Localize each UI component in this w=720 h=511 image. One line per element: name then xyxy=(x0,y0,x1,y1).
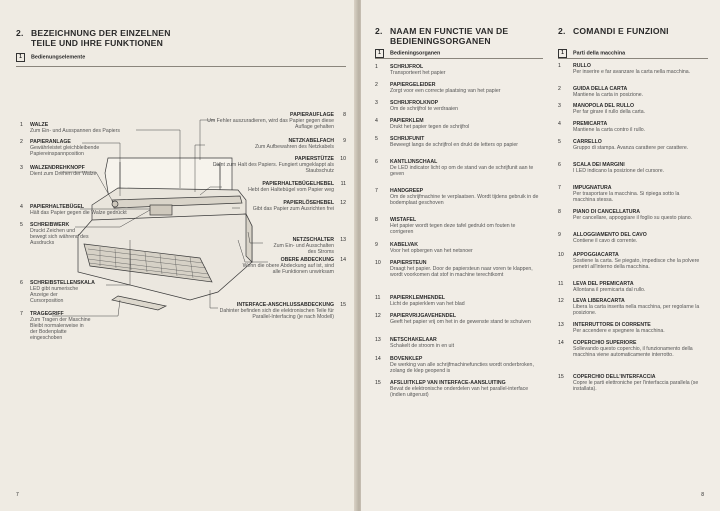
callout-title: PAPIERAUFLAGE xyxy=(290,112,334,118)
item-number: 2 xyxy=(558,86,561,92)
item-number: 7 xyxy=(558,185,561,191)
callout-description: Gewährleistet gleichbleibende Papiereinspannposition xyxy=(30,145,100,157)
item-number: 3 xyxy=(558,103,561,109)
callout-number: 14 xyxy=(340,257,346,263)
item-description: Libera la carta inserita nella macchina, per regolarne la posizione. xyxy=(573,304,700,316)
item-title: COPERCHIO SUPERIORE xyxy=(573,340,637,346)
item-number: 1 xyxy=(558,63,561,69)
item-title: SCHRIJFROLKNOP xyxy=(390,100,439,106)
item-title: PREMICARTA xyxy=(573,121,608,127)
dutch-section-heading xyxy=(375,26,545,48)
right-page-number: 8 xyxy=(701,492,704,498)
italian-subsection xyxy=(558,49,625,58)
item-title: SCHRIJFUNIT xyxy=(390,136,425,142)
item-number: 2 xyxy=(375,82,378,88)
callout-body xyxy=(30,122,140,134)
item-title: WISTAFEL xyxy=(390,217,417,223)
callout-title: OBERE ABDECKUNG xyxy=(280,257,334,263)
italian-section-title: COMANDI E FUNZIONI xyxy=(573,26,669,36)
callout-number: 4 xyxy=(20,204,23,210)
left-title-line2: TEILE UND IHRE FUNKTIONEN xyxy=(31,38,163,48)
item-number: 7 xyxy=(375,188,378,194)
callout-number: 1 xyxy=(20,122,23,128)
item-title: MANOPOLA DEL RULLO xyxy=(573,103,635,109)
callout-description: Hält das Papier gegen die Walze gedrückt xyxy=(30,210,127,216)
item-number: 11 xyxy=(558,281,564,287)
item-number: 9 xyxy=(375,242,378,248)
callout-body xyxy=(30,204,140,216)
item-description: I LED indicano la posizione del cursore. xyxy=(573,168,665,174)
item-description: Transporteert het papier xyxy=(390,70,446,76)
item-number: 14 xyxy=(558,340,564,346)
item-description: Bevat de elektronische onderdelen van het parallel-interface (indien uitgerust) xyxy=(390,386,529,398)
callout-title: WALZE xyxy=(30,122,49,128)
item-description: De LED indicator licht op om de stand van de schrijfunit aan te geven xyxy=(390,165,534,177)
callout-title: WALZENDREHKNOPF xyxy=(30,165,85,171)
item-description: Gruppo di stampa. Avanza carattere per carattere. xyxy=(573,145,689,151)
callout-number: 15 xyxy=(340,302,346,308)
callout-description: Zum Tragen der Maschine Bleibt normalerweise in der Bodenplatte eingeschoben xyxy=(30,317,91,341)
item-description: Per accendere e spegnere la macchina. xyxy=(573,328,665,334)
callout-body xyxy=(30,165,140,177)
callout-number: 8 xyxy=(343,112,346,118)
item-title: KANTLIJNSCHAAL xyxy=(390,159,438,165)
item-description: De werking van alle schrijfmachinefuncties wordt onderbroken, zolang de klep geopend is xyxy=(390,362,534,374)
list-item xyxy=(558,253,720,273)
item-number: 14 xyxy=(375,356,381,362)
list-item xyxy=(375,137,545,157)
item-number: 6 xyxy=(558,162,561,168)
list-item xyxy=(375,160,545,180)
item-title: SCHRIJFROL xyxy=(390,64,424,70)
dutch-section-number: 2. xyxy=(375,26,383,36)
callout-title: PAPIERHALTEBÜGEL xyxy=(30,204,84,210)
item-description: Draagt het papier. Door de papiersteun naar voren te klappen, wordt voorkomen dat stof in machine terechtkomt xyxy=(390,266,533,278)
item-number: 13 xyxy=(375,337,381,343)
callout-body xyxy=(204,138,334,150)
callout-description: Um Fehler auszuradieren, wird das Papier gegen diese Auflage gehalten xyxy=(207,118,334,130)
callout-number: 2 xyxy=(20,139,23,145)
italian-section-heading xyxy=(558,26,708,38)
item-number: 6 xyxy=(375,159,378,165)
callout-number: 6 xyxy=(20,280,23,286)
callout-title: PAPIERANLAGE xyxy=(30,139,71,145)
list-item xyxy=(558,233,720,253)
item-title: PAPIERKLEM xyxy=(390,118,424,124)
item-number: 5 xyxy=(375,136,378,142)
dutch-header-rule xyxy=(375,58,543,59)
list-item xyxy=(375,357,545,377)
callout-description: Zum Aufbewahren des Netzkabels xyxy=(254,144,334,150)
callout-title: PAPIERSTÜTZE xyxy=(294,156,334,162)
item-title: IMPUGNATURA xyxy=(573,185,612,191)
item-description: Beweegt langs de schrijfrol en drukt de letters op papier xyxy=(390,142,519,148)
italian-section-number: 2. xyxy=(558,26,566,36)
item-title: SCALA DEI MARGINI xyxy=(573,162,625,168)
callout-number: 12 xyxy=(340,200,346,206)
left-page-number: 7 xyxy=(16,492,19,498)
callout-title: TRAGEGRIFF xyxy=(30,311,64,317)
item-number: 15 xyxy=(558,374,564,380)
item-description: Per cancellare, appoggiare il foglio su questo piano. xyxy=(573,215,693,221)
item-title: PAPIERKLEMHENDEL xyxy=(390,295,445,301)
item-title: INTERRUTTORE DI CORRENTE xyxy=(573,322,651,328)
item-number: 11 xyxy=(375,295,381,301)
item-title: ALLOGGIAMENTO DEL CAVO xyxy=(573,232,647,238)
callout-body xyxy=(264,237,334,255)
callout-description: Dient zum Drehen der Walze xyxy=(30,171,97,177)
left-section-number: 2. xyxy=(16,28,24,38)
callout-description: Dient zum Halt des Papiers. Fungiert umgeklappt als Staubschutz xyxy=(212,162,334,174)
item-number: 12 xyxy=(558,298,564,304)
list-item xyxy=(375,314,545,334)
item-number: 10 xyxy=(558,252,564,258)
callout-number: 10 xyxy=(340,156,346,162)
list-item xyxy=(375,218,545,238)
item-title: PAPIERVRIJGAVEHENDEL xyxy=(390,313,457,319)
item-description: Schakelt de stroom in en uit xyxy=(390,343,455,349)
item-number: 4 xyxy=(375,118,378,124)
callout-description: Druckt Zeichen und bewegt sich während des Ausdrucks xyxy=(30,228,89,246)
item-title: BOVENKLEP xyxy=(390,356,423,362)
item-title: PAPIERGELEIDER xyxy=(390,82,436,88)
item-number: 3 xyxy=(375,100,378,106)
list-item xyxy=(558,375,720,395)
list-item xyxy=(558,341,720,361)
item-description: Drukt het papier tegen de schrijfrol xyxy=(390,124,470,130)
item-description: Per trasportare la macchina. Si ripiega sotto la macchina stessa. xyxy=(573,191,680,203)
callout-description: Zum Ein- und Ausspannen des Papiers xyxy=(30,128,120,134)
callout-description: Hebt den Haltebügel vom Papier weg xyxy=(248,187,334,193)
item-description: Licht de papierklem van het blad xyxy=(390,301,465,307)
callout-number: 5 xyxy=(20,222,23,228)
item-title: COPERCHIO DELL'INTERFACCIA xyxy=(573,374,656,380)
item-number: 15 xyxy=(375,380,381,386)
callout-description: Gibt das Papier zum Ausrichten frei xyxy=(252,206,334,212)
item-description: Allontana il premicarta dal rullo. xyxy=(573,287,646,293)
list-item xyxy=(558,64,720,84)
callout-number: 7 xyxy=(20,311,23,317)
dutch-subsection-number: 1 xyxy=(375,49,384,58)
list-item xyxy=(558,299,720,319)
callout-body xyxy=(204,302,334,320)
item-description: Mantiene la carta contro il rullo. xyxy=(573,127,646,133)
item-title: AFSLUITKLEP VAN INTERFACE-AANSLUITING xyxy=(390,380,506,386)
item-description: Sostiene la carta. Se piegato, impedisce che la polvere penetri all'interno della macchina. xyxy=(573,258,700,270)
callout-description: Zum Ein- und Ausschalten des Stroms xyxy=(273,243,334,255)
callout-body xyxy=(30,311,92,341)
item-description: Contiene il cavo di corrente. xyxy=(573,238,638,244)
callout-title: SCHREIBSTELLENSKALA xyxy=(30,280,95,286)
item-number: 10 xyxy=(375,260,381,266)
list-item xyxy=(558,163,720,183)
dutch-title-line2: BEDIENINGSORGANEN xyxy=(390,36,491,46)
callout-title: INTERFACE-ANSCHLUSSABDECKUNG xyxy=(236,302,334,308)
callout-title: PAPIERLÖSEHEBEL xyxy=(283,200,334,206)
item-number: 13 xyxy=(558,322,564,328)
callout-title: NETZSCHALTER xyxy=(292,237,334,243)
callout-body xyxy=(30,280,95,304)
callout-body xyxy=(204,156,334,174)
callout-number: 11 xyxy=(340,181,346,187)
item-description: Voor het opbergen van het netsnoer xyxy=(390,248,473,254)
callout-number: 9 xyxy=(343,138,346,144)
right-page xyxy=(361,0,720,511)
callout-body xyxy=(30,222,92,246)
item-description: Copre le parti elettroniche per l'interfaccia parallela (se installata). xyxy=(573,380,699,392)
item-title: LEVA DEL PREMICARTA xyxy=(573,281,634,287)
left-subsection-number: 1 xyxy=(16,53,25,62)
item-title: GUIDA DELLA CARTA xyxy=(573,86,628,92)
callout-title: SCHREIBWERK xyxy=(30,222,70,228)
item-number: 12 xyxy=(375,313,381,319)
callout-body xyxy=(30,139,140,157)
dutch-subsection xyxy=(375,49,440,58)
item-number: 9 xyxy=(558,232,561,238)
item-description: Zorgt voor een correcte plaatsing van het papier xyxy=(390,88,501,94)
callout-description: LED gibt numerische Anzeige der Cursorposition xyxy=(30,286,79,304)
item-title: PAPIERSTEUN xyxy=(390,260,427,266)
item-description: Per far girare il rullo della carta. xyxy=(573,109,646,115)
item-title: KABELVAK xyxy=(390,242,419,248)
list-item xyxy=(375,338,545,358)
dutch-subsection-label: Bedieningsorganen xyxy=(390,50,441,57)
typewriter-illustration xyxy=(0,0,358,511)
item-title: APPOGGIACARTA xyxy=(573,252,619,258)
callout-body xyxy=(204,200,334,212)
callout-number: 3 xyxy=(20,165,23,171)
left-title-line1: BEZEICHNUNG DER EINZELNEN xyxy=(31,28,171,38)
left-subsection-label: Bedienungselemente xyxy=(31,54,86,61)
callout-description: Wenn die obere Abdeckung auf ist, sind alle Funktionen unwirksam xyxy=(242,263,334,275)
item-description: Het papier wordt tegen deze tafel gedrukt om fouten te corrigeren xyxy=(390,223,516,235)
item-description: Om de schrijfrol te verdraaien xyxy=(390,106,459,112)
list-item xyxy=(558,210,720,230)
dutch-title-line1: NAAM EN FUNCTIE VAN DE xyxy=(390,26,509,36)
item-description: Om de schrijfmachine te verplaatsen. Wordt tijdens gebruik in de bodemplaat geschoven xyxy=(390,194,539,206)
item-title: CARRELLO xyxy=(573,139,602,145)
callout-description: Dahinter befinden sich die elektronischen Teile für Parallel-Interfacing (je nach Modell) xyxy=(219,308,334,320)
item-number: 8 xyxy=(558,209,561,215)
list-item xyxy=(375,381,545,401)
item-number: 4 xyxy=(558,121,561,127)
callout-body xyxy=(204,112,334,130)
item-description: Sollevando questo coperchio, il funzionamento della macchina viene automaticamente interrotto. xyxy=(573,346,693,358)
item-title: PIANO DI CANCELLATURA xyxy=(573,209,641,215)
item-description: Per inserire e far avanzare la carta nella macchina. xyxy=(573,69,691,75)
item-description: Geeft het papier vrij om het in de gewenste stand te schuiven xyxy=(390,319,531,325)
item-title: LEVA LIBERACARTA xyxy=(573,298,625,304)
callout-body xyxy=(242,257,334,275)
callout-number: 13 xyxy=(340,237,346,243)
list-item xyxy=(558,186,720,206)
italian-subsection-number: 1 xyxy=(558,49,567,58)
list-item xyxy=(375,189,545,209)
callout-title: PAPIERHALTEBÜGELHEBEL xyxy=(262,181,334,187)
list-item xyxy=(558,140,720,160)
callout-title: NETZKABELFACH xyxy=(288,138,334,144)
left-page xyxy=(0,0,358,511)
item-title: RULLO xyxy=(573,63,591,69)
callout-body xyxy=(204,181,334,193)
italian-header-rule xyxy=(558,58,708,59)
list-item xyxy=(375,261,545,281)
dutch-section-title xyxy=(390,26,508,46)
item-title: HANDGREEP xyxy=(390,188,424,194)
italian-subsection-label: Parti della macchina xyxy=(573,50,626,57)
item-title: NETSCHAKELAAR xyxy=(390,337,437,343)
item-number: 8 xyxy=(375,217,378,223)
item-number: 5 xyxy=(558,139,561,145)
item-description: Mantiene la carta in posizione. xyxy=(573,92,644,98)
item-number: 1 xyxy=(375,64,378,70)
